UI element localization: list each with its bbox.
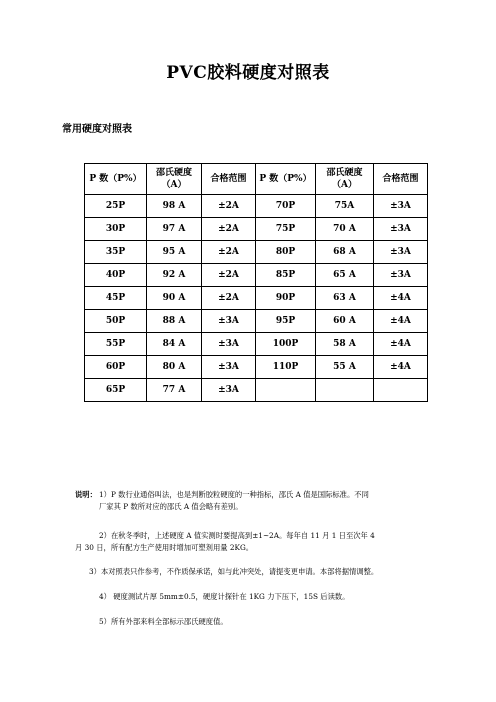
table-cell: 95P [256, 310, 316, 333]
note-1-text: 1）P 数行业通俗叫法，也是判断胶粒硬度的一种指标，邵氏 A 值是国际标准。不同 [99, 490, 369, 499]
table-cell: ±3A [202, 379, 256, 402]
table-cell: ±2A [202, 241, 256, 264]
table-cell: ±4A [374, 310, 428, 333]
table-cell: ±4A [374, 333, 428, 356]
table-body [85, 195, 428, 402]
table-cell: 40P [85, 264, 147, 287]
table-row [85, 333, 428, 356]
table-cell: 98 A [147, 195, 202, 218]
column-header: 合格范围 [374, 164, 428, 195]
table-cell: ±3A [202, 356, 256, 379]
table-cell: ±2A [202, 195, 256, 218]
table-cell: 60P [85, 356, 147, 379]
note-1-continuation: 厂家其 P 数所对应的邵氏 A 值会略有差别。 [99, 502, 243, 511]
table-row [85, 310, 428, 333]
table-row [85, 218, 428, 241]
table-row [85, 287, 428, 310]
table-cell: 70 A [316, 218, 374, 241]
table-cell: ±2A [202, 287, 256, 310]
table-cell: 90 A [147, 287, 202, 310]
table-row [85, 195, 428, 218]
table-cell: 58 A [316, 333, 374, 356]
table-cell: ±3A [374, 218, 428, 241]
table-cell: 50P [85, 310, 147, 333]
table-cell: 68 A [316, 241, 374, 264]
note-3: 3）本对照表只作参考，不作质保承诺，如与此冲突处，请提变更申请。本部将据情调整。 [89, 567, 379, 576]
notes-lead: 说明： [75, 490, 97, 499]
table-cell: 65P [85, 379, 147, 402]
column-header: 合格范围 [202, 164, 256, 195]
table-cell: 75A [316, 195, 374, 218]
table-cell: 77 A [147, 379, 202, 402]
column-header: 邵氏硬度 （A） [316, 164, 374, 195]
table-cell: 60 A [316, 310, 374, 333]
table-cell: ±3A [374, 241, 428, 264]
table-cell: 55P [85, 333, 147, 356]
table-cell [256, 379, 316, 402]
table-cell: ±3A [374, 264, 428, 287]
table-row [85, 264, 428, 287]
table-cell: 100P [256, 333, 316, 356]
table-cell: ±3A [202, 333, 256, 356]
table-cell: 85P [256, 264, 316, 287]
table-cell: 25P [85, 195, 147, 218]
table-cell: 70P [256, 195, 316, 218]
table-cell: 55 A [316, 356, 374, 379]
table-cell: 90P [256, 287, 316, 310]
table-cell: 84 A [147, 333, 202, 356]
table-cell: 97 A [147, 218, 202, 241]
table-row [85, 379, 428, 402]
table-cell: 80P [256, 241, 316, 264]
column-header: 邵氏硬度 （A） [147, 164, 202, 195]
column-header: P 数（P%） [256, 164, 316, 195]
hardness-table [84, 163, 428, 402]
table-row [85, 241, 428, 264]
table-cell: ±2A [202, 218, 256, 241]
section-title: 常用硬度对照表 [62, 124, 132, 135]
notes [75, 489, 435, 628]
table-cell: 30P [85, 218, 147, 241]
note-4: 4） 硬度测试片厚 5mm±0.5，硬度计探针在 1KG 力下压下，15S 后读数。 [99, 592, 350, 601]
table-cell: 75P [256, 218, 316, 241]
page-title: PVC胶料硬度对照表 [166, 63, 330, 83]
table-cell: 110P [256, 356, 316, 379]
table-cell: 80 A [147, 356, 202, 379]
table-cell: 65 A [316, 264, 374, 287]
table-cell: ±4A [374, 287, 428, 310]
table-cell: 92 A [147, 264, 202, 287]
note-2: 2）在秋冬季时，上述硬度 A 值实测时要提高到±1~2A。每年自 11 月 1 日至次年 4 [99, 531, 375, 540]
table-row [85, 356, 428, 379]
table-cell: ±3A [202, 310, 256, 333]
note-1 [75, 489, 435, 501]
table-cell: 63 A [316, 287, 374, 310]
table-cell: ±2A [202, 264, 256, 287]
table-header-row [85, 164, 428, 195]
note-5: 5）所有外部来料全部标示邵氏硬度值。 [99, 617, 228, 626]
table-cell: 35P [85, 241, 147, 264]
column-header: P 数（P%） [85, 164, 147, 195]
table-cell [316, 379, 374, 402]
note-2-continuation: 月 30 日，所有配方生产使用时增加可塑剂用量 2KG。 [75, 543, 254, 552]
table-cell: ±4A [374, 356, 428, 379]
table-cell: 95 A [147, 241, 202, 264]
table-cell [374, 379, 428, 402]
table-cell: 45P [85, 287, 147, 310]
table-cell: ±3A [374, 195, 428, 218]
table-cell: 88 A [147, 310, 202, 333]
